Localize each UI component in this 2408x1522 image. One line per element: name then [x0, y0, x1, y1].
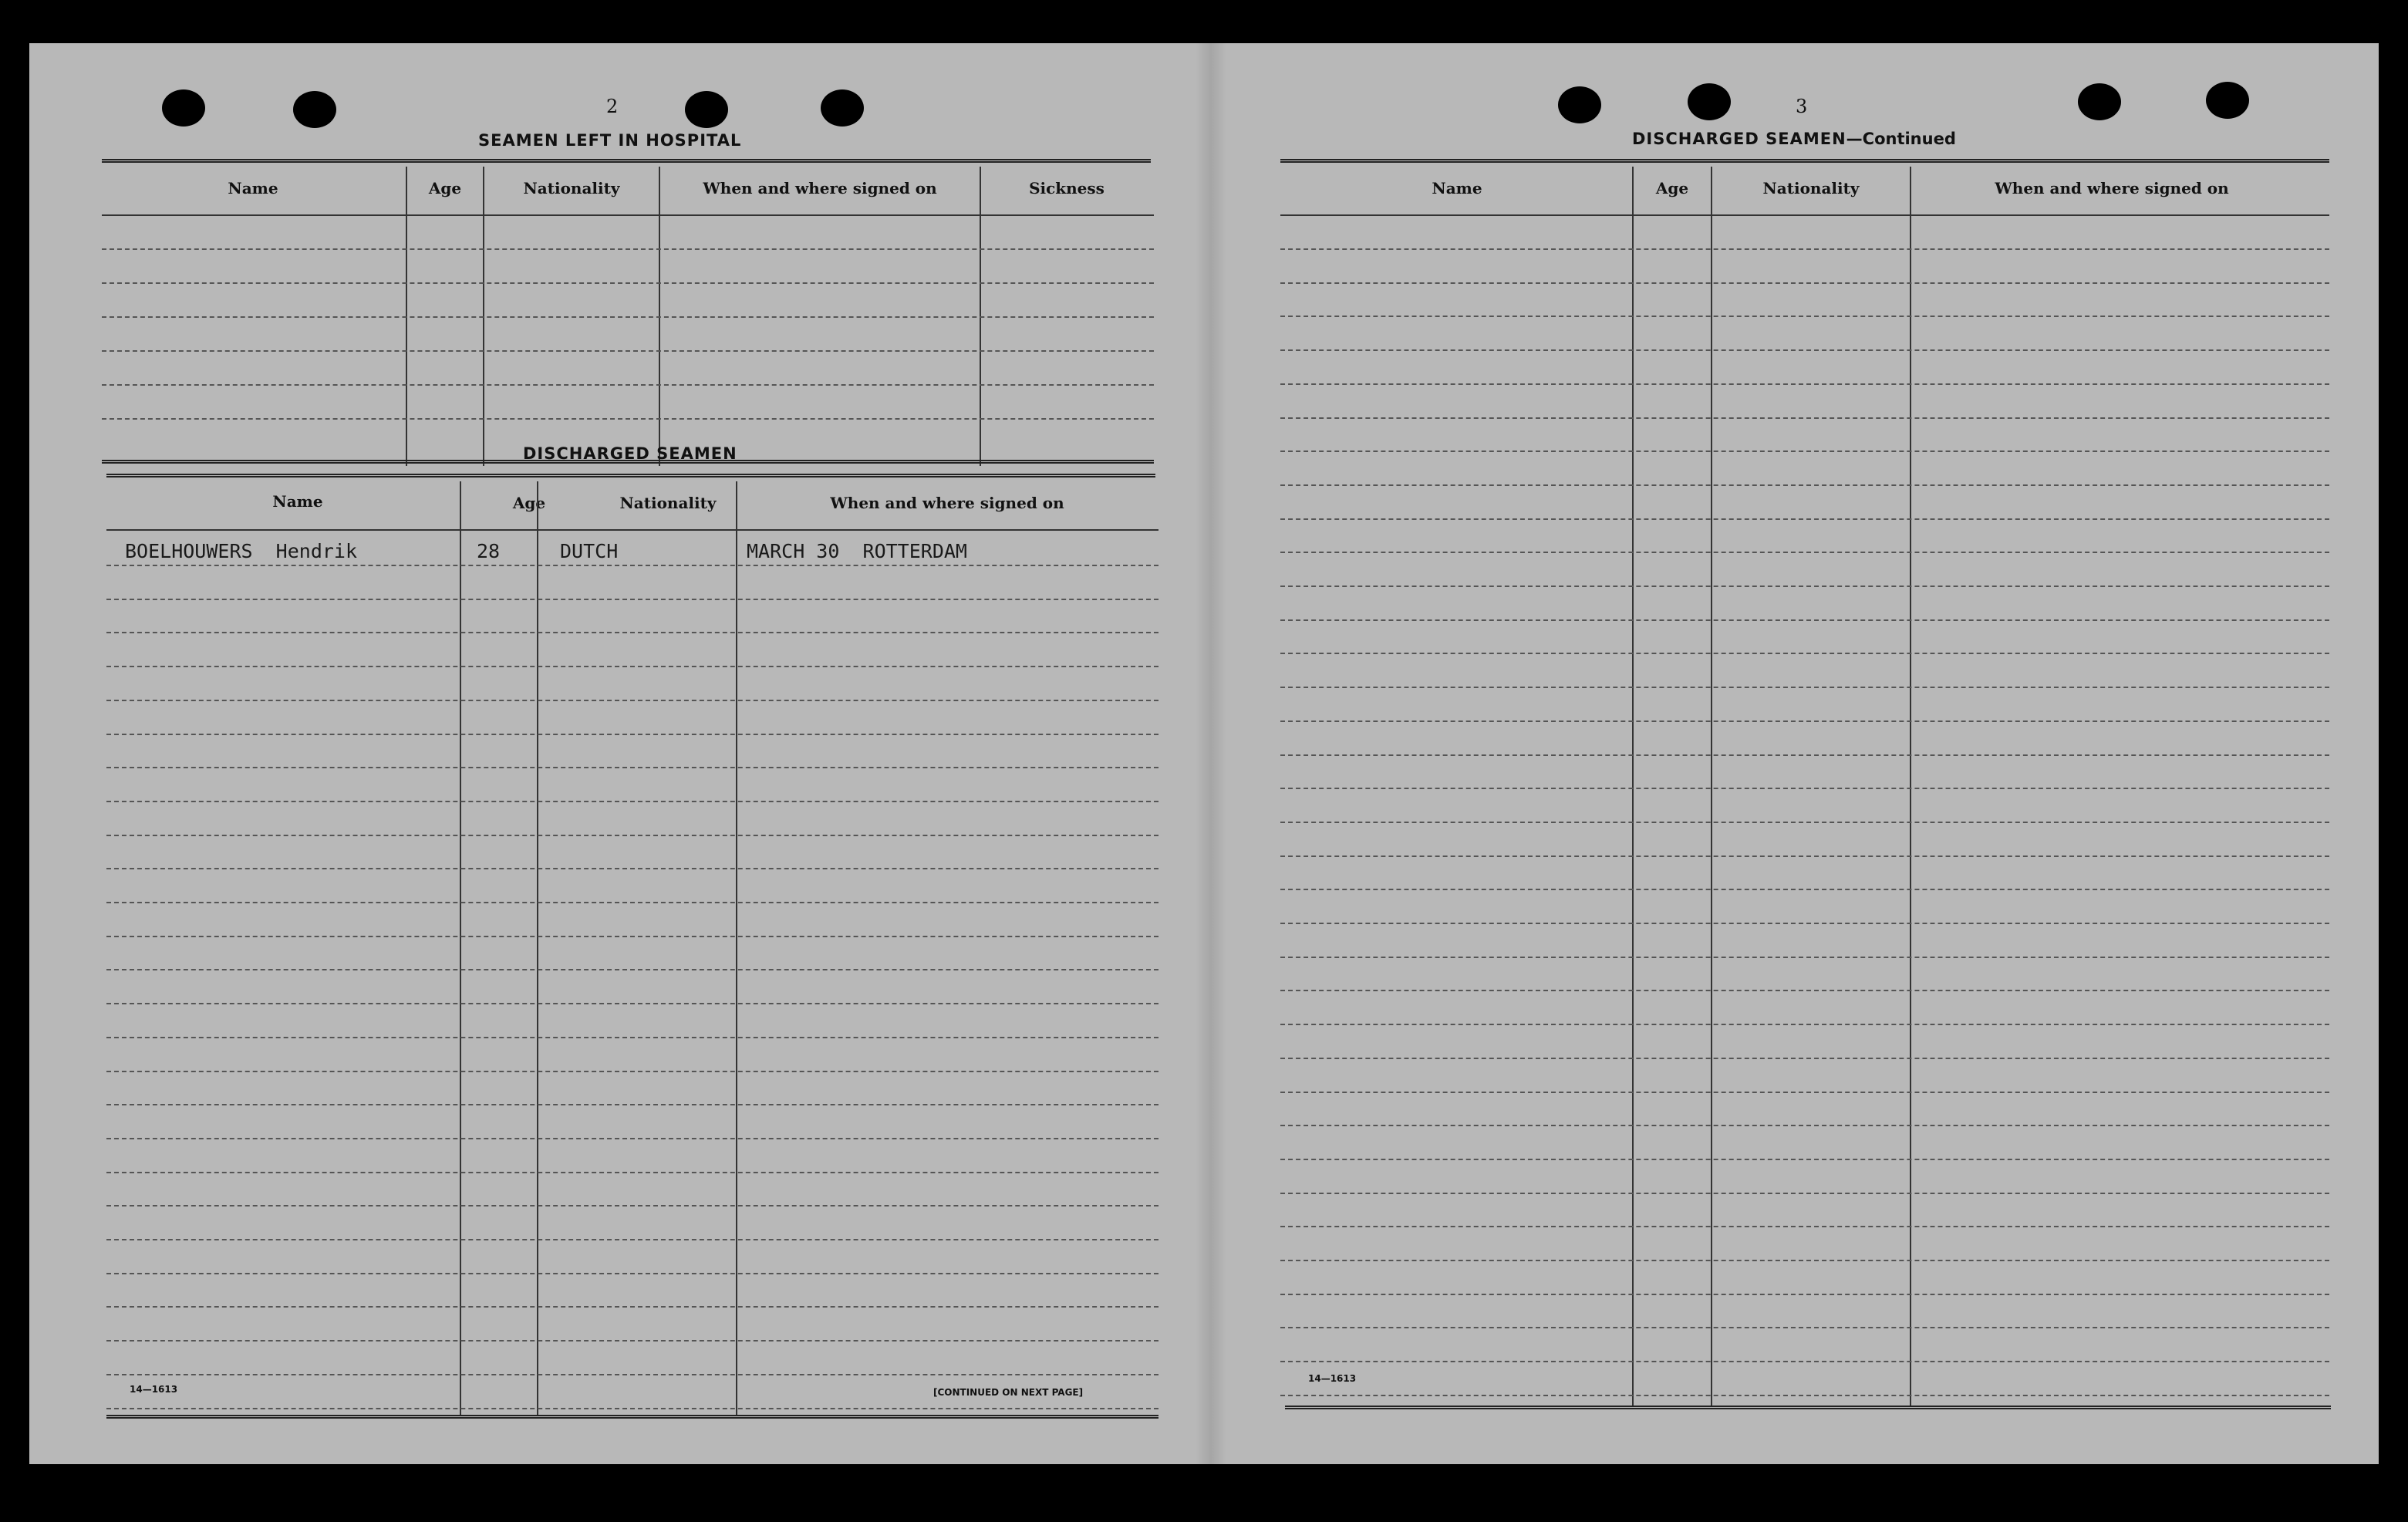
ledger-row-line — [1280, 1125, 2329, 1126]
ledger-row-line — [106, 700, 1158, 701]
ledger-row-line — [1280, 721, 2329, 722]
ledger-row-line — [106, 1408, 1158, 1409]
discharged-col-signed-on: When and where signed on — [830, 494, 1064, 512]
discharged-col-age: Age — [512, 494, 546, 512]
hospital-row-line — [102, 248, 1154, 250]
ledger-row-line — [1280, 1058, 2329, 1059]
page-number-left: 2 — [606, 96, 619, 117]
discharged-section-title: DISCHARGED SEAMEN — [523, 444, 737, 463]
ledger-row-line — [1280, 1092, 2329, 1093]
ledger-row-line — [1280, 923, 2329, 924]
hospital-section-title: SEAMEN LEFT IN HOSPITAL — [478, 131, 742, 150]
seaman-age: 28 — [477, 540, 501, 562]
right-col-divider — [1632, 167, 1634, 1407]
ledger-row-line — [106, 565, 1158, 566]
document-sheet — [29, 43, 2379, 1464]
right-top-rule — [1280, 159, 2329, 163]
punch-hole — [1688, 83, 1731, 120]
continued-note: [CONTINUED ON NEXT PAGE] — [933, 1387, 1084, 1398]
ledger-row-line — [1280, 1193, 2329, 1194]
ledger-row-line — [1280, 957, 2329, 958]
ledger-row-line — [106, 902, 1158, 903]
page-number-right: 3 — [1796, 96, 1808, 117]
ledger-row-line — [106, 835, 1158, 836]
ledger-row-line — [1280, 1361, 2329, 1362]
punch-hole — [2078, 83, 2121, 120]
ledger-row-line — [1280, 1395, 2329, 1396]
form-number-right: 14—1613 — [1308, 1373, 1357, 1384]
ledger-row-line — [106, 734, 1158, 735]
right-col-age: Age — [1655, 179, 1689, 197]
punch-hole — [162, 89, 205, 127]
ledger-row-line — [1280, 653, 2329, 654]
ledger-row-line — [1280, 855, 2329, 857]
discharged-continued-suffix: —Continued — [1846, 130, 1956, 148]
punch-hole — [293, 91, 336, 128]
discharged-bottom-rule — [106, 1415, 1158, 1419]
right-col-nationality: Nationality — [1762, 179, 1860, 197]
seaman-nationality: DUTCH — [560, 540, 619, 562]
ledger-row-line — [106, 1273, 1158, 1274]
ledger-row-line — [1280, 451, 2329, 452]
right-col-signed-on: When and where signed on — [1995, 179, 2229, 197]
ledger-row-line — [1280, 990, 2329, 991]
right-col-divider — [1711, 167, 1712, 1407]
ledger-row-line — [106, 936, 1158, 937]
hospital-col-age: Age — [428, 179, 462, 197]
ledger-row-line — [106, 1340, 1158, 1341]
seaman-name: BOELHOUWERS Hendrik — [125, 540, 358, 562]
punch-hole — [2206, 82, 2249, 119]
punch-hole — [1558, 86, 1601, 123]
ledger-row-line — [1280, 1159, 2329, 1160]
ledger-row-line — [1280, 1260, 2329, 1261]
ledger-row-line — [106, 1071, 1158, 1072]
ledger-row-line — [1280, 754, 2329, 756]
ledger-row-line — [106, 801, 1158, 802]
discharged-col-nationality: Nationality — [619, 494, 717, 512]
ledger-row-line — [1280, 687, 2329, 688]
right-col-name: Name — [1432, 179, 1482, 197]
discharged-continued-title-main: DISCHARGED SEAMEN — [1632, 130, 1846, 148]
ledger-row-line — [1280, 788, 2329, 789]
ledger-row-line — [1280, 484, 2329, 486]
ledger-row-line — [1280, 586, 2329, 587]
discharged-col-divider — [537, 481, 538, 1415]
ledger-row-line — [106, 767, 1158, 768]
ledger-row-line — [106, 1205, 1158, 1206]
ledger-row-line — [1280, 619, 2329, 621]
right-header-rule — [1280, 214, 2329, 216]
right-bottom-rule — [1285, 1406, 2331, 1409]
ledger-row-line — [106, 868, 1158, 869]
hospital-col-sickness: Sickness — [1029, 179, 1105, 197]
ledger-row-line — [1280, 1294, 2329, 1295]
hospital-row-line — [102, 350, 1154, 352]
ledger-row-line — [1280, 822, 2329, 823]
ledger-row-line — [1280, 282, 2329, 284]
punch-hole — [685, 91, 728, 128]
ledger-row-line — [106, 599, 1158, 600]
punch-hole — [821, 89, 864, 127]
page-fold — [1196, 43, 1226, 1464]
hospital-header-rule — [102, 214, 1154, 216]
hospital-row-line — [102, 384, 1154, 386]
ledger-row-line — [1280, 316, 2329, 317]
seaman-signed-on: MARCH 30 ROTTERDAM — [747, 540, 967, 562]
hospital-row-line — [102, 282, 1154, 284]
discharged-col-divider — [460, 481, 461, 1415]
ledger-row-line — [106, 969, 1158, 970]
right-col-divider — [1910, 167, 1911, 1407]
hospital-col-name: Name — [228, 179, 278, 197]
ledger-row-line — [106, 632, 1158, 633]
ledger-row-line — [1280, 248, 2329, 250]
ledger-row-line — [1280, 417, 2329, 419]
ledger-row-line — [1280, 383, 2329, 385]
ledger-row-line — [1280, 1226, 2329, 1227]
discharged-continued-title — [1632, 130, 1956, 148]
discharged-top-rule — [106, 474, 1155, 478]
hospital-row-line — [102, 418, 1154, 420]
ledger-row-line — [1280, 1024, 2329, 1025]
ledger-row-line — [106, 666, 1158, 667]
ledger-row-line — [106, 1003, 1158, 1004]
discharged-col-name: Name — [272, 492, 323, 511]
hospital-row-line — [102, 316, 1154, 318]
ledger-row-line — [1280, 349, 2329, 351]
ledger-row-line — [1280, 518, 2329, 520]
hospital-col-nationality: Nationality — [523, 179, 620, 197]
hospital-top-rule — [102, 159, 1151, 163]
discharged-header-rule — [106, 529, 1158, 531]
ledger-row-line — [106, 1374, 1158, 1375]
ledger-row-line — [106, 1172, 1158, 1173]
ledger-row-line — [1280, 889, 2329, 890]
ledger-row-line — [106, 1138, 1158, 1139]
ledger-row-line — [1280, 1327, 2329, 1328]
ledger-row-line — [1280, 552, 2329, 553]
discharged-col-divider — [736, 481, 737, 1415]
form-number-left: 14—1613 — [130, 1384, 178, 1395]
ledger-row-line — [106, 1104, 1158, 1105]
ledger-row-line — [106, 1306, 1158, 1308]
ledger-row-line — [106, 1037, 1158, 1038]
ledger-row-line — [106, 1239, 1158, 1240]
hospital-col-signed-on: When and where signed on — [703, 179, 937, 197]
